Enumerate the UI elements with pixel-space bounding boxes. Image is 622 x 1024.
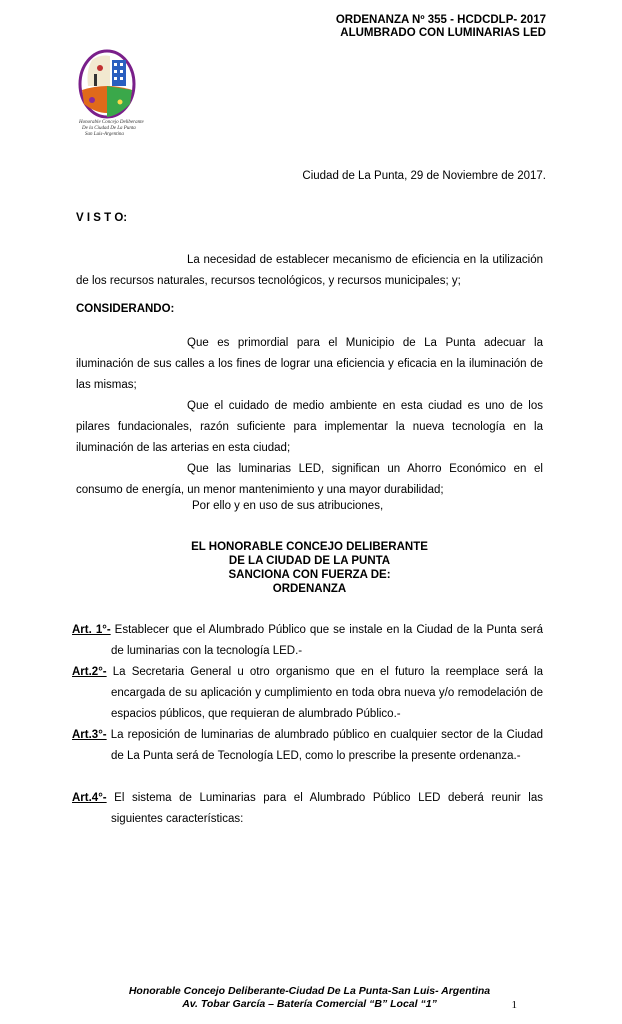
- footer-line-1: Honorable Concejo Deliberante-Ciudad De La Punta-San Luis- Argentina: [128, 985, 491, 997]
- footer-line-2: Av. Tobar García – Batería Comercial “B” Local “1”: [182, 998, 437, 1010]
- document-date: Ciudad de La Punta, 29 de Noviembre de 2017.: [302, 170, 546, 182]
- considerando-paragraph-2: Que el cuidado de medio ambiente en esta ciudad es uno de los pilares fundacionales, razón suficiente para implementar la nueva tecnología en la iluminación de las arterias en esta ciudad;: [76, 400, 543, 454]
- article-2: [72, 662, 543, 725]
- ordinance-subject: ALUMBRADO CON LUMINARIAS LED: [340, 27, 546, 39]
- article-text: Establecer que el Alumbrado Público que se instale en la Ciudad de la Punta será de luminarias con la tecnología LED.-: [110, 624, 543, 657]
- article-label: Art.2°-: [72, 666, 107, 678]
- page-number: 1: [511, 999, 517, 1011]
- article-text: La Secretaria General u otro organismo que en el futuro la reemplace será la encargada de su aplicación y cumplimiento en toda obra nueva y/o remodelación de espacios públicos, que requieran de alumbrado Público.-: [106, 666, 543, 720]
- considerando-paragraph-3: Que las luminarias LED, significan un Ahorro Económico en el consumo de energía, un menor mantenimiento y una mayor durabilidad;: [76, 463, 543, 496]
- document-footer: [76, 985, 543, 1011]
- considerando-heading: CONSIDERANDO:: [76, 303, 175, 315]
- visto-text: La necesidad de establecer mecanismo de eficiencia en la utilización de los recursos naturales, recursos tecnológicos, y recursos municipales; y;: [76, 254, 543, 287]
- article-label: Art. 1°-: [72, 624, 111, 636]
- logo-caption: Honorable Concejo Deliberante De la Ciudad De La Punta San Luis-Argentina: [79, 120, 144, 137]
- considerando-paragraph-4: Por ello y en uso de sus atribuciones,: [192, 500, 384, 512]
- council-logo-icon: [70, 46, 144, 126]
- article-text: El sistema de Luminarias para el Alumbrado Público LED deberá reunir las siguientes características:: [106, 792, 543, 825]
- article-label: Art.3°-: [72, 729, 107, 741]
- document-header: [336, 14, 546, 40]
- visto-heading: V I S T O:: [76, 212, 128, 224]
- article-label: Art.4°-: [72, 792, 107, 804]
- sanciona-block: EL HONORABLE CONCEJO DELIBERANTE DE LA CIUDAD DE LA PUNTA SANCIONA CON FUERZA DE: ORDENANZA: [191, 541, 428, 595]
- ordinance-number: ORDENANZA Nº 355 - HCDCDLP- 2017: [335, 14, 546, 26]
- article-3: [72, 725, 543, 767]
- article-1: [72, 620, 543, 662]
- considerando-paragraph-1: Que es primordial para el Municipio de La Punta adecuar la iluminación de sus calles a los fines de lograr una eficiencia y eficacia en la iluminación de las mismas;: [76, 337, 543, 391]
- article-4: [72, 788, 543, 830]
- article-text: La reposición de luminarias de alumbrado público en cualquier sector de la Ciudad de La Punta será de Tecnología LED, como lo prescribe la presente ordenanza.-: [106, 729, 543, 762]
